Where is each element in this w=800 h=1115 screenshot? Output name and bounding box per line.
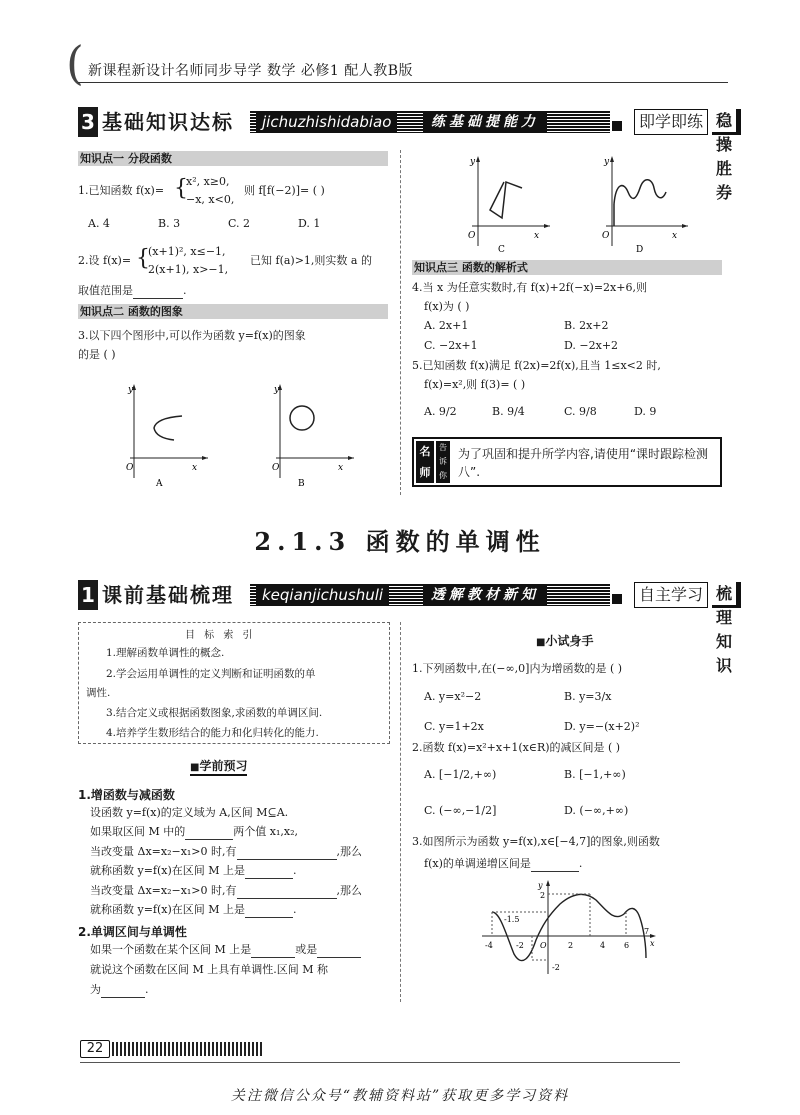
trial-q2-option-d: D. (−∞,+∞): [564, 804, 629, 817]
q5-option-d: D. 9: [634, 405, 657, 418]
trial-q1-option-c: C. y=1+2x: [424, 720, 484, 733]
graph-b-origin: O: [272, 463, 280, 473]
q2-brace: {: [136, 246, 150, 271]
graph-label-3: -2: [552, 963, 560, 972]
trial-q1-option-d: D. y=−(x+2)²: [564, 720, 640, 733]
trial-heading: ■小试身手: [536, 634, 594, 648]
graph-a: [116, 378, 212, 488]
section-title: 2.1.3 函数的单调性: [254, 527, 546, 556]
graph-d-y-label: y: [604, 157, 610, 167]
trial-q2-option-c: C. (−∞,−1/2]: [424, 804, 497, 817]
graph-a-x-label: x: [192, 463, 198, 473]
graph-y-label: y: [538, 881, 543, 890]
trial-icon: ■: [536, 637, 546, 648]
q4-line-1: 4.当 x 为任意实数时,有 f(x)+2f(−x)=2x+6,则: [412, 281, 647, 294]
q5-line-1: 5.已知函数 f(x)满足 f(2x)=2f(x),且当 1≤x<2 时,: [412, 359, 661, 372]
goal-item-2: 2.学会运用单调性的定义判断和证明函数的单: [106, 668, 316, 680]
graph-c-label: C: [498, 245, 505, 254]
q3-line-1: 3.以下四个图形中,可以作为函数 y=f(x)的图象: [78, 329, 306, 342]
teacher-tip-mark: 名 师: [416, 441, 434, 483]
graph-tick-x-6: 6: [624, 941, 630, 950]
q1-condition: 则 f[f(−2)]= ( ): [244, 184, 325, 197]
q2-case-2: 2(x+1), x>−1,: [148, 263, 229, 276]
footer-promo: 关注微信公众号“教辅资料站”获取更多学习资料: [230, 1088, 570, 1104]
graph-a-label: A: [156, 479, 163, 488]
column-divider: [400, 150, 401, 495]
graph-tick-x-5: 4: [600, 941, 606, 950]
graph-c: [462, 152, 558, 254]
footer-rule: [80, 1062, 680, 1063]
graph-c-x-label: x: [534, 231, 540, 241]
banner-pinyin: jichuzhishidabiao: [256, 111, 397, 133]
q1-option-b: B. 3: [158, 217, 181, 230]
goal-item-4: 4.培养学生数形结合的能力和化归转化的能力.: [106, 727, 319, 739]
header-rule: [78, 82, 728, 83]
q4-option-a: A. 2x+1: [424, 319, 469, 332]
preview-line-8: 就说这个函数在区间 M 上具有单调性.区间 M 称: [90, 963, 329, 976]
q1-option-d: D. 1: [298, 217, 321, 230]
q4-line-2: f(x)为 ( ): [424, 300, 470, 313]
q4-option-b: B. 2x+2: [564, 319, 609, 332]
q5-option-c: C. 9/8: [564, 405, 597, 418]
banner-tag-1: 即学即练: [634, 109, 708, 135]
preview-line-4: 就称函数 y=f(x)在区间 M 上是 .: [90, 864, 297, 877]
preview-heading: ■学前预习: [190, 757, 247, 776]
trial-q1-option-a: A. y=x²−2: [424, 690, 482, 703]
graph-c-origin: O: [468, 231, 476, 241]
q4-option-c: C. −2x+1: [424, 339, 478, 352]
q1-option-c: C. 2: [228, 217, 251, 230]
preview-line-3: 当改变量 Δx=x₂−x₁>0 时,有 ,那么: [90, 845, 363, 858]
goal-item-1: 1.理解函数单调性的概念.: [106, 647, 225, 659]
knowledge-point-1: 知识点一 分段函数: [78, 151, 388, 166]
graph-tick-x-2: -2: [516, 941, 524, 950]
trial-q1-option-b: B. y=3/x: [564, 690, 612, 703]
page-number-bar: [80, 1040, 260, 1058]
preview-line-6: 就称函数 y=f(x)在区间 M 上是 .: [90, 903, 297, 916]
graph-x-label: x: [650, 939, 655, 948]
q2-tail: 取值范围是 .: [78, 284, 187, 297]
q1-case-2: −x, x<0,: [186, 193, 235, 206]
preview-line-5: 当改变量 Δx=x₂−x₁>0 时,有 ,那么: [90, 884, 363, 897]
banner-number: 3: [78, 107, 98, 137]
q1-option-a: A. 4: [88, 217, 110, 230]
graph-c-y-label: y: [470, 157, 476, 167]
graph-d: [596, 152, 696, 254]
preview-icon: ■: [190, 762, 200, 773]
preview-line-2: 如果取区间 M 中的 两个值 x₁,x₂,: [90, 825, 298, 838]
q3-line-2: 的是 ( ): [78, 348, 116, 361]
knowledge-point-2: 知识点二 函数的图象: [78, 304, 388, 319]
graph-d-x-label: x: [672, 231, 678, 241]
q5-option-a: A. 9/2: [424, 405, 457, 418]
q2-stem: 2.设 f(x)=: [78, 254, 132, 267]
preview-line-1: 设函数 y=f(x)的定义域为 A,区间 M⊆A.: [90, 806, 289, 819]
trial-q2-option-b: B. [−1,+∞): [564, 768, 626, 781]
q2-case-1: (x+1)², x≤−1,: [148, 245, 226, 258]
graph-d-label: D: [636, 245, 644, 254]
goal-item-2-cont: 调性.: [86, 687, 111, 699]
graph-label-1: -1.5: [504, 915, 520, 924]
banner-slogan: 练基础提能力: [423, 111, 547, 133]
column-divider-2: [400, 622, 401, 1002]
q1-stem: 1.已知函数 f(x)=: [78, 184, 165, 197]
trial-q1-stem: 1.下列函数中,在(−∞,0]内为增函数的是 ( ): [412, 662, 623, 675]
graph-b-x-label: x: [338, 463, 344, 473]
teacher-tip-sub: 告诉你: [436, 441, 450, 483]
q1-case-1: x², x≥0,: [186, 175, 230, 188]
trial-q3-graph: [478, 878, 662, 978]
banner-tag-2: 梳理知识: [712, 582, 741, 608]
knowledge-point-3: 知识点三 函数的解析式: [412, 260, 722, 275]
banner-slogan: 透解教材新知: [423, 584, 547, 606]
q5-option-b: B. 9/4: [492, 405, 525, 418]
preview-section-1: 1.增函数与减函数: [78, 788, 175, 802]
graph-tick-x-3: O: [540, 941, 547, 950]
preview-line-9: 为 .: [90, 983, 149, 996]
q5-line-2: f(x)=x²,则 f(3)= ( ): [424, 378, 526, 391]
graph-a-origin: O: [126, 463, 134, 473]
q2-condition: 已知 f(a)>1,则实数 a 的: [250, 254, 372, 267]
banner-square-icon: [612, 121, 622, 131]
trial-q3-line-2: f(x)的单调递增区间是 .: [424, 857, 583, 870]
q4-option-d: D. −2x+2: [564, 339, 619, 352]
trial-q2-stem: 2.函数 f(x)=x²+x+1(x∈R)的减区间是 ( ): [412, 741, 621, 754]
teacher-tip-box: [412, 437, 722, 487]
banner-title: 基础知识达标: [102, 110, 234, 134]
page-number: 22: [80, 1040, 110, 1058]
graph-b: [262, 378, 358, 488]
banner-pinyin: keqianjichushuli: [256, 584, 389, 606]
page-header: 新课程新设计名师同步导学 数学 必修1 配人教B版: [88, 63, 414, 79]
banner-tag-2: 稳操胜券: [712, 109, 741, 135]
banner-square-icon: [612, 594, 622, 604]
graph-tick-x-7: 7: [644, 927, 650, 936]
preview-line-7: 如果一个函数在某个区间 M 上是 或是: [90, 943, 361, 958]
trial-q3-line-1: 3.如图所示为函数 y=f(x),x∈[−4,7]的图象,则函数: [412, 835, 660, 848]
graph-a-y-label: y: [128, 385, 134, 395]
trial-q2-option-a: A. [−1/2,+∞): [424, 768, 497, 781]
q1-brace: {: [174, 176, 188, 201]
graph-b-y-label: y: [274, 385, 280, 395]
preview-section-2: 2.单调区间与单调性: [78, 925, 187, 939]
graph-tick-x-4: 2: [568, 941, 574, 950]
goals-heading: 目 标 索 引: [185, 630, 256, 641]
banner-title: 课前基础梳理: [102, 583, 234, 607]
graph-label-2: 2: [540, 891, 546, 900]
goal-item-3: 3.结合定义或根据函数图象,求函数的单调区间.: [106, 707, 323, 719]
banner-number: 1: [78, 580, 98, 610]
banner-tag-1: 自主学习: [634, 582, 708, 608]
graph-b-label: B: [298, 479, 305, 488]
header-bracket: (: [66, 36, 84, 90]
graph-d-origin: O: [602, 231, 610, 241]
teacher-tip-text: 为了巩固和提升所学内容,请使用“课时跟踪检测八”.: [458, 447, 709, 479]
page-number-dots: [112, 1042, 262, 1056]
graph-tick-x-1: -4: [485, 941, 493, 950]
